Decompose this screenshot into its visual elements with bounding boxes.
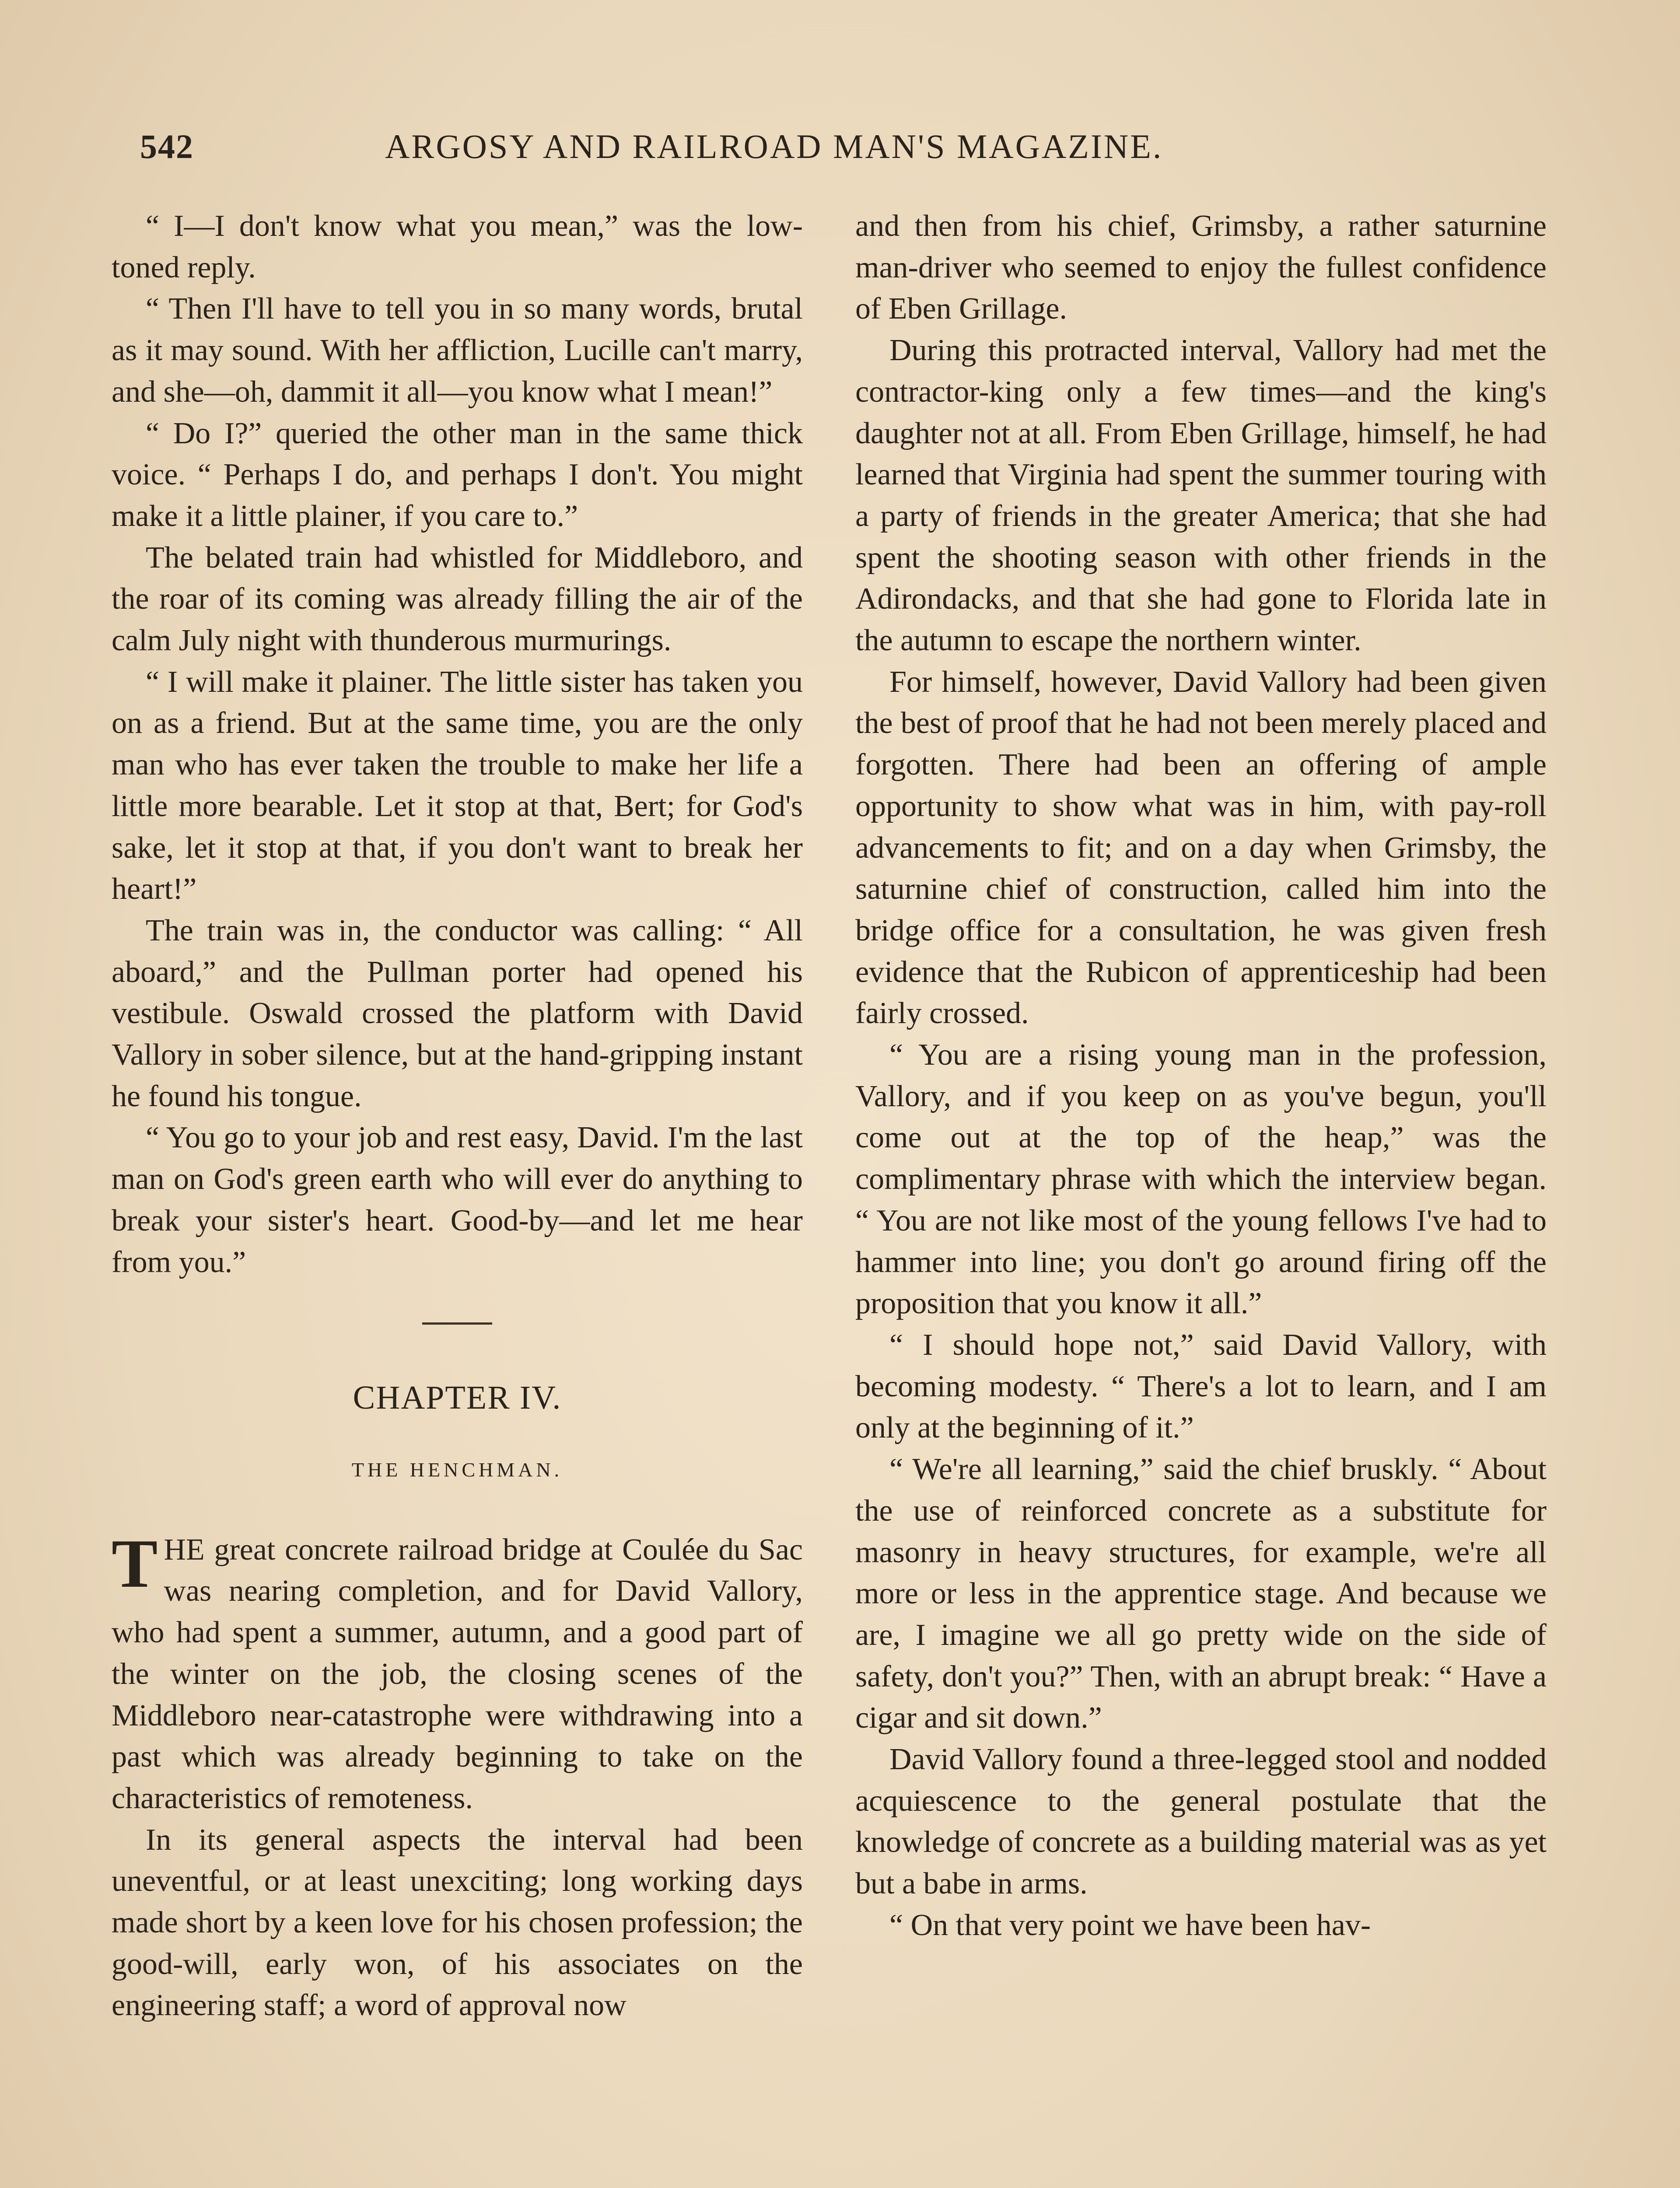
paragraph: “ I—I don't know what you mean,” was the low-toned reply. <box>112 209 803 284</box>
drop-cap: T <box>112 1525 158 1602</box>
paragraph: “ Do I?” queried the other man in the same thick voice. “ Perhaps I do, and perhaps I don't. You might make it a little plainer, if you care to.” <box>112 416 803 533</box>
page-header <box>140 127 1531 179</box>
paragraph: In its general aspects the interval had been uneventful, or at least unexciting; long working days made short by a keen love for his chosen profession; the good-will, early won, of his associates on the engineering staff; a word of approval now <box>112 1823 803 2023</box>
paragraph: The belated train had whistled for Middleboro, and the roar of its coming was already filling the air of the calm July night with thunderous murmurings. <box>112 540 803 658</box>
right-column <box>855 206 1547 1946</box>
running-title: ARGOSY AND RAILROAD MAN'S MAGAZINE. <box>385 127 1163 165</box>
chapter-subtitle: THE HENCHMAN. <box>351 1458 563 1481</box>
paragraph: “ Then I'll have to tell you in so many words, brutal as it may sound. With her affliction, Lucille can't marry, and she—oh, dammit it all—you know what I mean!” <box>112 292 803 409</box>
paragraph: For himself, however, David Vallory had been given the best of proof that he had not been merely placed and forgotten. There had been an offering of ample opportunity to show what was in him, with pay-roll advancements to fit; and on a day when Grimsby, the saturnine chief of construction, called him into the bridge office for a consultation, he was given fresh evidence that the Rubicon of apprenticeship had been fairly crossed. <box>855 665 1547 1031</box>
paragraph: During this protracted interval, Vallory had met the contractor-king only a few times—and the king's daughter not at all. From Eben Grillage, himself, he had learned that Virginia had spent the summer touring with a party of friends in the greater America; that she had spent the shooting season with other friends in the Adirondacks, and that she had gone to Florida late in the autumn to escape the northern winter. <box>855 333 1547 658</box>
page-number: 542 <box>140 127 194 165</box>
paragraph: David Vallory found a three-legged stool and nodded acquiescence to the general postulate that the knowledge of concrete as a building material was as yet but a babe in arms. <box>855 1743 1547 1901</box>
paragraph: “ I will make it plainer. The little sister has taken you on as a friend. But at the same time, you are the only man who has ever taken the trouble to make her life a little more bearable. Let it stop at that, Bert; for God's sake, let it stop at that, if you don't want to break her heart!” <box>112 665 803 906</box>
chapter-heading: CHAPTER IV. <box>353 1379 562 1417</box>
paragraph: “ I should hope not,” said David Vallory, with becoming modesty. “ There's a lot to learn, and I am only at the beginning of it.” <box>855 1328 1547 1445</box>
left-column <box>112 206 803 2027</box>
paragraph: “ We're all learning,” said the chief bruskly. “ About the use of reinforced concrete as a substitute for masonry in heavy structures, for example, we're all more or less in the apprentice stage. And because we are, I imagine we all go pretty wide on the side of safety, don't you?” Then, with an abrupt break: “ Have a cigar and sit down.” <box>855 1452 1547 1735</box>
paragraph: “ You are a rising young man in the profession, Vallory, and if you keep on as you've begun, you'll come out at the top of the heap,” was the complimentary phrase with which the interview began. “ You are not like most of the young fellows I've had to hammer into line; you don't go around firing off the proposition that you know it all.” <box>855 1038 1547 1321</box>
paragraph: “ On that very point we have been hav- <box>889 1908 1371 1942</box>
section-divider <box>422 1322 492 1325</box>
opening-paragraph-text: HE great concrete railroad bridge at Coulée du Sac was nearing completion, and for David Vallory, who had spent a summer, autumn, and a good part of the winter on the job, the closing scenes of the Middleboro near-catastrophe were withdrawing into a past which was already beginning to take on the characteristics of remoteness. <box>112 1532 803 1815</box>
paragraph: The train was in, the conductor was calling: “ All aboard,” and the Pullman porter had opened his vestibule. Oswald crossed the platform with David Vallory in sober silence, but at the hand-gripping instant he found his tongue. <box>112 913 803 1113</box>
continued-paragraph: and then from his chief, Grimsby, a rather saturnine man-driver who seemed to enjoy the fullest confidence of Eben Grillage. <box>855 209 1547 326</box>
chapter-opening-paragraph <box>112 1525 803 1820</box>
paragraph: “ You go to your job and rest easy, David. I'm the last man on God's green earth who will ever do anything to break your sister's heart. Good-by—and let me hear from you.” <box>112 1121 803 1279</box>
